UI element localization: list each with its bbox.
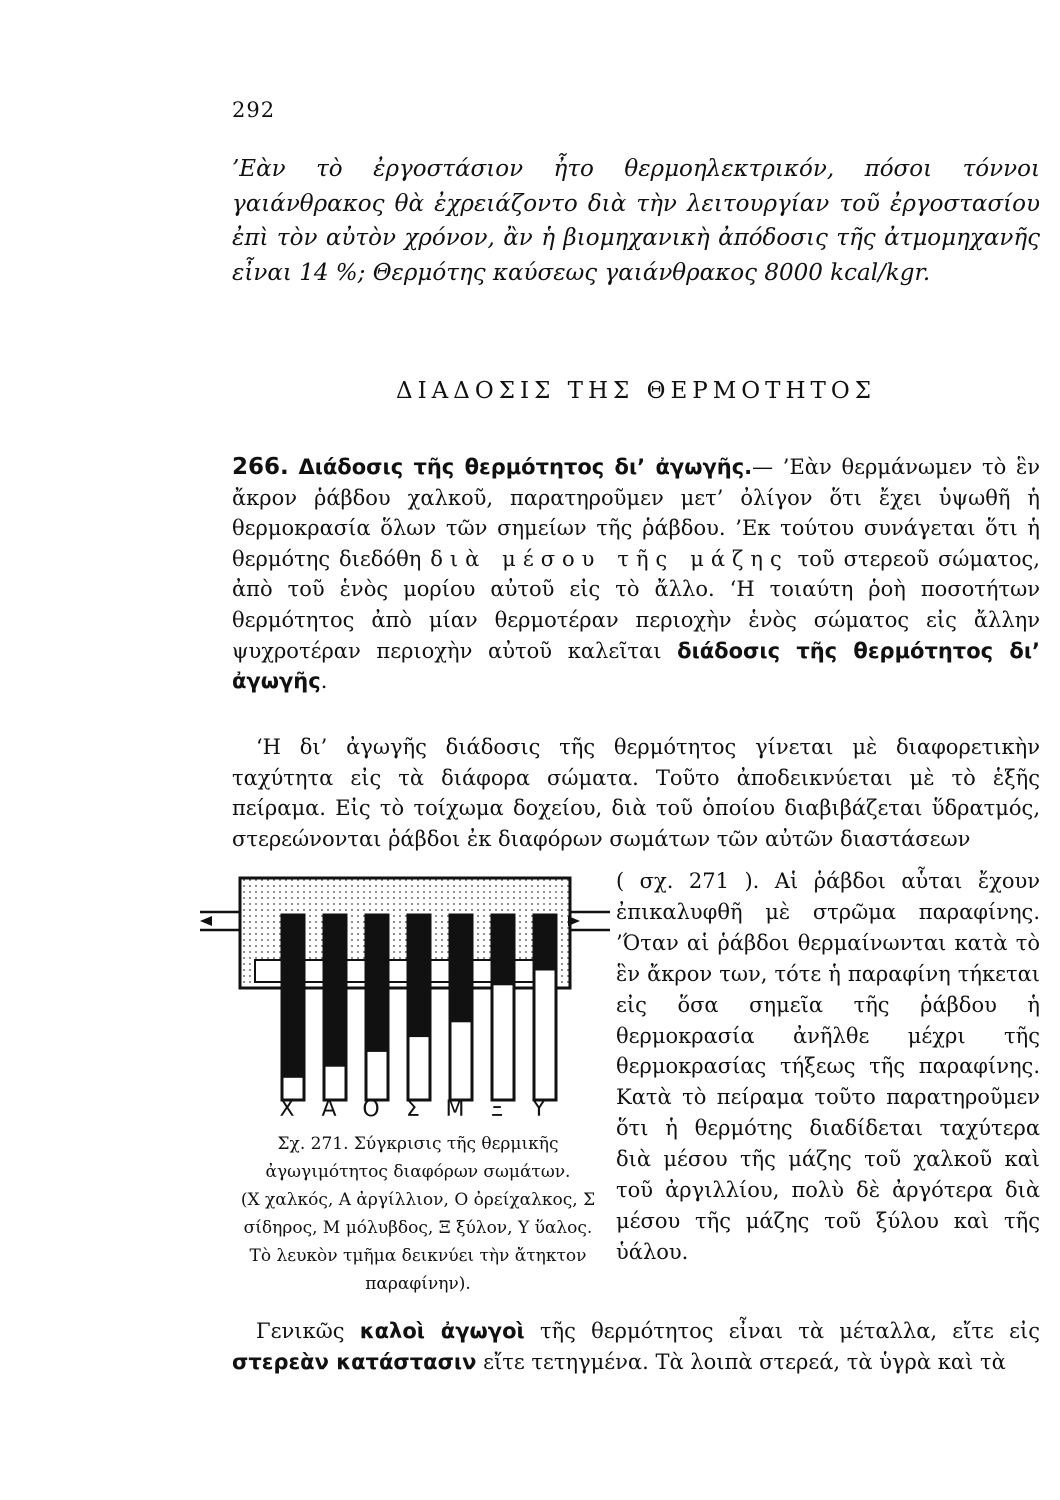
p3-end: εἴτε τετηγμένα. Τὰ λοιπὰ στερεά, τὰ ὑγρὰ καὶ τὰ [483, 1350, 1006, 1374]
rod-label: Α [321, 1097, 337, 1122]
rod-label: Ξ [490, 1097, 504, 1122]
spaced-emphasis: διὰ μέσου τῆς μάζης [430, 546, 789, 571]
experiment-paragraph [232, 732, 1040, 854]
article-title: Διάδοσις τῆς θερμότητος δι’ ἀγωγῆς. [298, 455, 753, 479]
article-number: 266. [232, 454, 289, 480]
rod-melted-paraffin-1 [324, 915, 346, 1067]
rod-melted-paraffin-4 [450, 915, 472, 1022]
figure-rod-labels [271, 1097, 551, 1127]
experiment-text: ‘Η δι’ ἀγωγῆς διάδοσις τῆς θερμότητος γίνεται μὲ διαφορετικὴν ταχύτητα εἰς τὰ διάφορα σώματα. Τοῦτο ἀποδεικνύεται μὲ τὸ ἑξῆς πείραμα. Εἰς τὸ τοίχωμα δοχείου, διὰ τοῦ ὁποίου διαβιβάζεται ὕδρατμός, στερεώνονται ῥάβδοι ἐκ διαφόρων σωμάτων τῶν αὐτῶν διαστάσεων [232, 735, 1040, 851]
rod-label: Σ [406, 1097, 420, 1122]
rod-label: Μ [445, 1097, 465, 1122]
rod-label: Υ [532, 1097, 546, 1122]
figure-caption [232, 1130, 604, 1298]
paragraph-text-a: — ’Εὰν θερμάνωμεν τὸ ἓν ἄκρον ῥάβδου χαλκοῦ, παρατηροῦμεν μετ’ ὀλίγον ὅτι ἔχει ὑψωθῆ ἡ θερμοκρασία ὅλων τῶν σημείων τῆς ῥάβδου. ’Εκ τούτου συνάγεται ὅτι ἡ θερμότης διεδόθη [232, 455, 1040, 571]
p3-start: Γενικῶς [256, 1319, 345, 1343]
rod-melted-paraffin-3 [408, 915, 430, 1037]
paragraph-text-b: τοῦ στερεοῦ σώματος, ἀπὸ τοῦ ἑνὸς μορίου αὐτοῦ εἰς τὸ ἄλλο. ‘Η τοιαύτη ῥοὴ ποσοτήτων θερμότητος ἀπὸ μίαν θερμοτέραν περιοχὴν ἑνὸς σώματος εἰς ἄλλην ψυχροτέραν περιοχὴν αὐτοῦ καλεῖται [232, 546, 1040, 663]
problem-text: ’Εὰν τὸ ἐργοστάσιον ἦτο θερμοηλεκτρικόν, πόσοι τόννοι γαιάνθρακος θὰ ἐχρειάζοντο διὰ τὴν λειτουργίαν τοῦ ἐργοστασίου ἐπὶ τὸν αὐτὸν χρόνον, ἂν ἡ βιομηχανικὴ ἀπόδοσις τῆς ἀτμομηχανῆς εἶναι 14 %; Θερμότης καύσεως γαιάνθρακος 8000 kcal/kgr. [232, 156, 1040, 286]
experiment-description: ( σχ. 271 ). Αἱ ῥάβδοι αὗται ἔχουν ἐπικαλυφθῆ μὲ στρῶμα παραφίνης. ’Όταν αἱ ῥάβδοι θερμαίνωνται κατὰ τὸ ἓν ἄκρον των, τότε ἡ παραφίνη τήκεται εἰς ὅσα σημεῖα τῆς ῥάβδου ἡ θερμοκρασία ἀνῆλθε μέχρι τῆς θερμοκρασίας τήξεως τῆς παραφίνης. Κατὰ τὸ πείραμα τοῦτο παρατηροῦμεν ὅτι ἡ θερμότης διαδίδεται ταχύτερα διὰ μέσου τῆς μάζης τοῦ χαλκοῦ καὶ τοῦ ἀργιλλίου, πολὺ δὲ ἀργότερα διὰ μέσου τῆς μάζης τοῦ ξύλου καὶ τῆς ὑάλου. [616, 869, 1040, 1264]
paragraph-end-punct: . [320, 669, 328, 694]
caption-title: Σχ. 271. Σύγκρισις τῆς θερμικῆς ἀγωγιμότητος διαφόρων σωμάτων. [265, 1134, 571, 1182]
article-266-paragraph [232, 452, 1040, 697]
rod-label: Χ [279, 1097, 295, 1122]
good-conductors-term: καλοὶ ἀγωγοὶ [359, 1319, 525, 1343]
rod-melted-paraffin-0 [282, 915, 304, 1078]
p3-middle: τῆς θερμότητος εἶναι τὰ μέταλλα, εἴτε εἰς [539, 1319, 1040, 1343]
solid-state-term: στερεὰν κατάστασιν [232, 1350, 477, 1374]
rod-melted-paraffin-6 [534, 915, 556, 971]
rod-melted-paraffin-5 [492, 915, 514, 985]
section-heading: ΔΙΑΔΟΣΙΣ ΤΗΣ ΘΕΡΜΟΤΗΤΟΣ [395, 378, 877, 404]
definition-term: διάδοσις τῆς θερμότητος δι’ ἀγωγῆς [232, 638, 1040, 694]
caption-legend: (Χ χαλκός, Α ἀργίλλιον, Ο ὀρείχαλκος, Σ σίδηρος, Μ μόλυβδος, Ξ ξύλον, Υ ὕαλος. Τὸ λευκὸν τμῆμα δεικνύει τὴν ἄτηκτον παραφίνην). [240, 1190, 596, 1294]
conductors-paragraph [232, 1316, 1040, 1378]
rod-melted-paraffin-2 [366, 915, 388, 1052]
outlet-arrow-icon [568, 916, 580, 926]
rod-label: Ο [362, 1097, 380, 1122]
page-number: 292 [232, 98, 276, 122]
inlet-arrow-icon [200, 916, 212, 926]
